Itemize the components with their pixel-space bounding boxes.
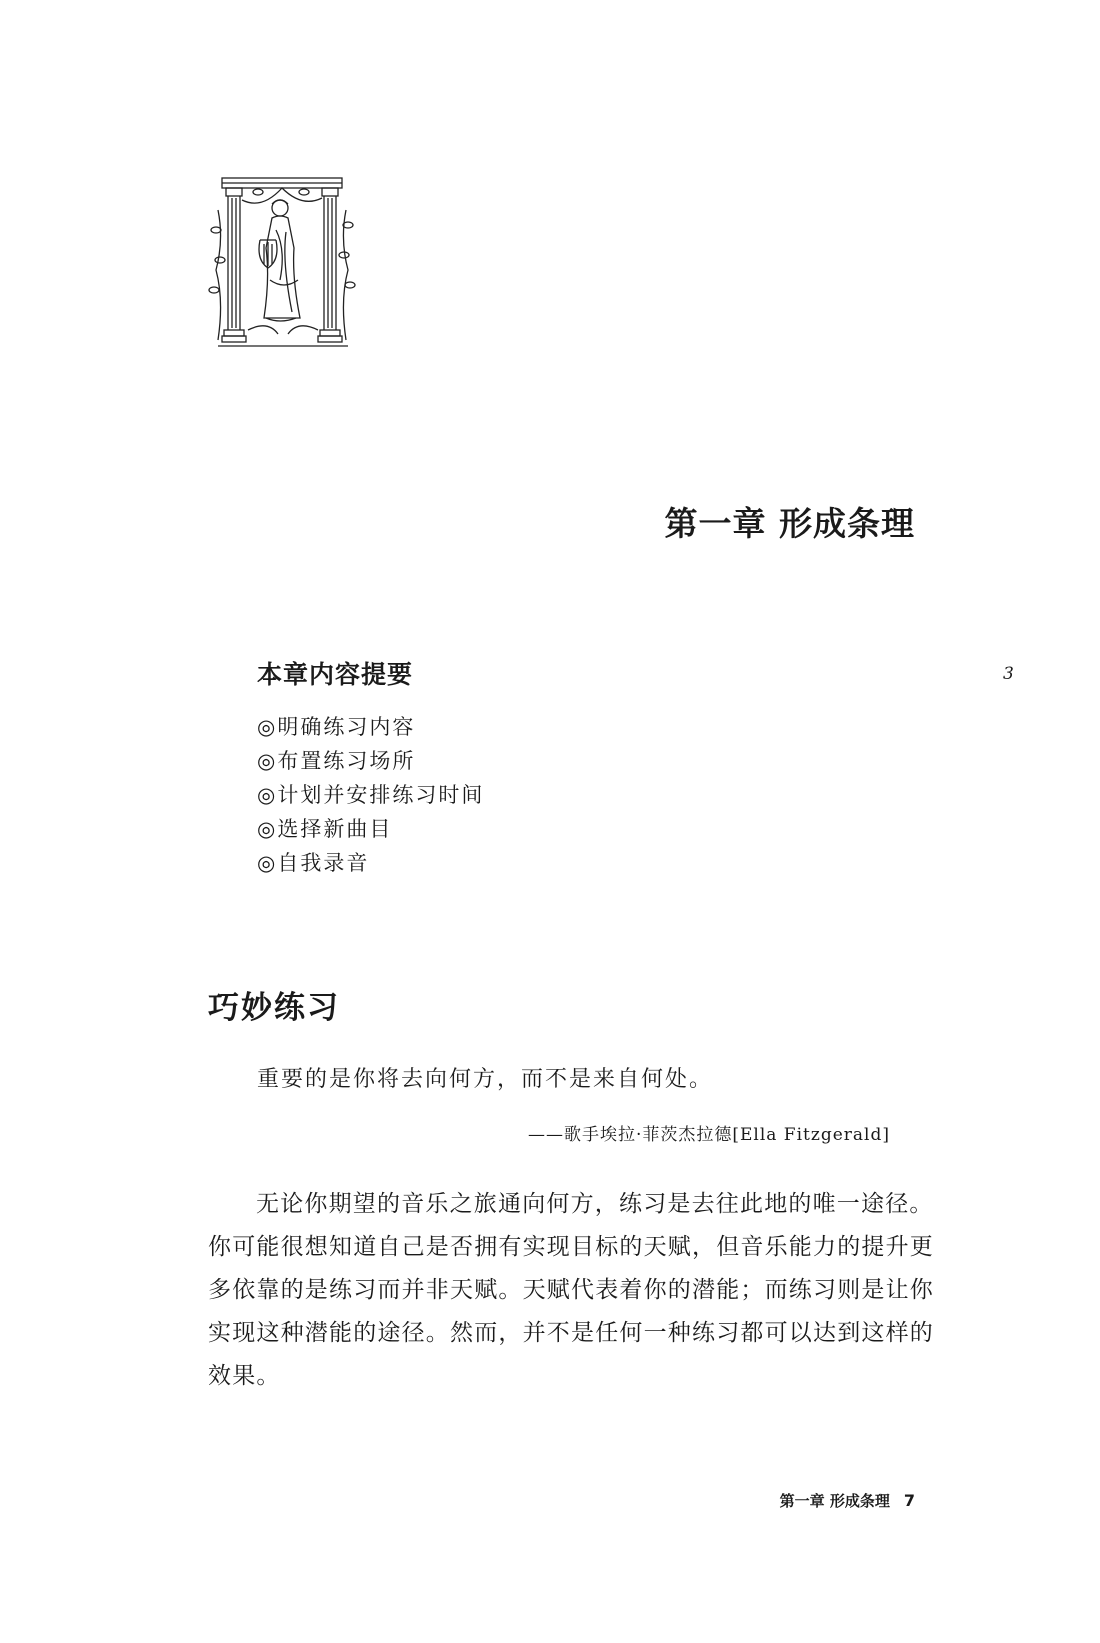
side-marker: 3 xyxy=(1003,664,1014,684)
paragraph-line: 效果。 xyxy=(208,1363,281,1389)
epigraph-quote: 重要的是你将去向何方，而不是来自何处。 xyxy=(257,1067,714,1092)
paragraph-line: 实现这种潜能的途径。然而，并不是任何一种练习都可以达到这样的 xyxy=(208,1320,934,1346)
list-item: ◎计划并安排练习时间 xyxy=(257,783,485,807)
body-paragraph xyxy=(208,1183,934,1398)
page-number: 7 xyxy=(903,1491,915,1510)
summary-list xyxy=(257,710,484,880)
list-item: ◎自我录音 xyxy=(257,851,370,875)
list-item: ◎选择新曲目 xyxy=(257,817,393,841)
apollo-lyre-columns-icon xyxy=(208,170,358,360)
running-footer xyxy=(780,1490,915,1511)
paragraph-line: 无论你期望的音乐之旅通向何方，练习是去往此地的唯一途径。 xyxy=(256,1191,934,1217)
paragraph-line: 多依靠的是练习而并非天赋。天赋代表着你的潜能；而练习则是让你 xyxy=(208,1277,934,1303)
list-item: ◎布置练习场所 xyxy=(257,749,416,773)
footer-running-title: 第一章 形成条理 xyxy=(779,1492,890,1510)
summary-heading: 本章内容提要 xyxy=(257,660,414,689)
paragraph-line: 你可能很想知道自己是否拥有实现目标的天赋，但音乐能力的提升更 xyxy=(208,1234,934,1260)
section-heading: 巧妙练习 xyxy=(208,990,340,1026)
chapter-title: 第一章 形成条理 xyxy=(664,504,915,543)
epigraph-attribution: ——歌手埃拉·菲茨杰拉德[Ella Fitzgerald] xyxy=(527,1125,890,1145)
list-item: ◎明确练习内容 xyxy=(257,715,416,739)
